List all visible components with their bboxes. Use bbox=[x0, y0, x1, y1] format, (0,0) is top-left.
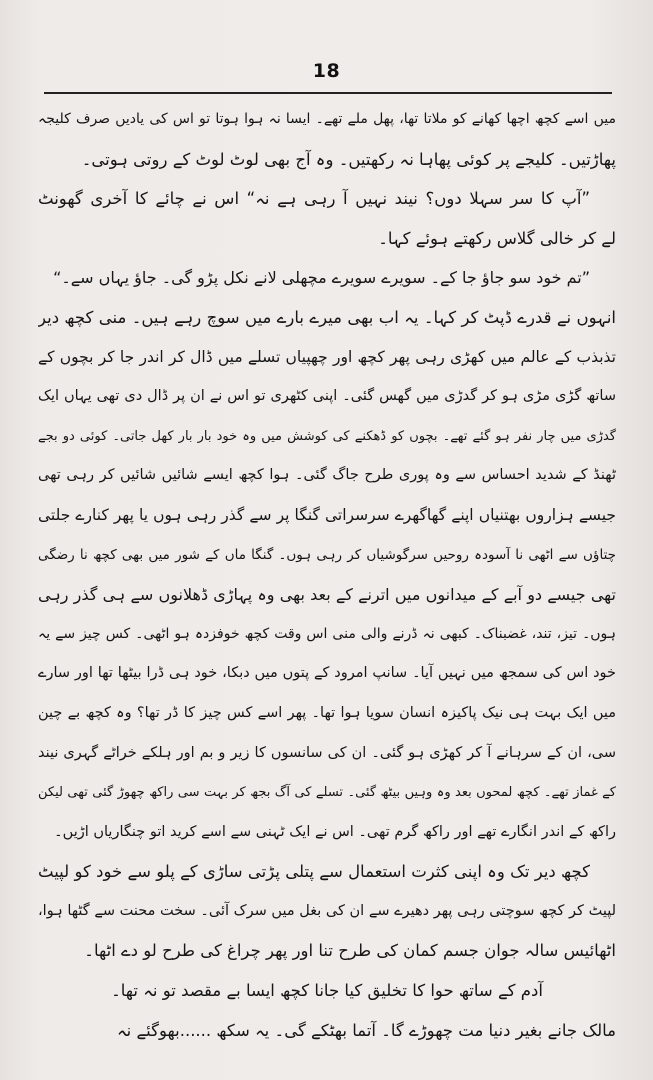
page-number: 18 bbox=[312, 60, 341, 82]
text-line: خود اس کی سمجھ میں نہیں آیا۔ سانپ امرود کے پتوں میں دبکا، خود ہی ڈرا بیٹھا تھا اور سارے bbox=[38, 665, 616, 682]
text-line: چتاؤں سے اٹھی نا آسودہ روحیں سرگوشیاں کر رہی ہوں۔ گنگا ماں کے شور میں بھی کچھ نا رضگی bbox=[38, 546, 616, 563]
text-line: پھاڑتیں۔ کلیجے پر کوئی پھاہا نہ رکھتیں۔ وہ آج بھی لوٹ لوٹ کے روتی ہوتی۔ bbox=[81, 149, 616, 169]
text-line: مالک جانے بغیر دنیا مت چھوڑے گا۔ آتما بھٹکے گی۔ یہ سکھ ......بھوگئے نہ bbox=[116, 1020, 616, 1040]
text-line: لے کر خالی گلاس رکھتے ہوئے کہا۔ bbox=[378, 228, 616, 248]
text-line: کے غماز تھے۔ کچھ لمحوں بعد وہ وہیں بیٹھ گئی۔ تسلے کی آگ بجھ کر بہت سی راکھ چھوڑ گئی تھی لیکن bbox=[38, 785, 616, 801]
text-line: ساتھ گڑی مڑی ہو کر گدڑی میں گھس گئی۔ اپنی کٹھری تو اس نے ان پر ڈال دی تھی یہاں ایک bbox=[38, 388, 616, 405]
text-line: جیسے ہزاروں بھتنیاں اپنے گھاگھرے سرسراتی گنگا پر سے گذر رہی ہوں یا پھر کنارے جلتی bbox=[38, 505, 616, 524]
body-text bbox=[38, 100, 616, 1050]
text-line: گدڑی میں چار نفر ہو گئے تھے۔ بچوں کو ڈھکنے کی کوشش میں وہ خود بار بار کھل جاتی۔ کوئی دو بجے bbox=[38, 428, 616, 444]
text-line: ہوں۔ تیز، تند، غضبناک۔ کبھی نہ ڈرنے والی منی اس وقت کچھ خوفزدہ ہو اٹھی۔ کس چیز سے یہ bbox=[38, 625, 616, 642]
text-line: کچھ دیر تک وہ اپنی کثرت استعمال سے پتلی پڑتی ساڑی کے پلو سے خود کو لپیٹ bbox=[38, 862, 590, 882]
text-line: اٹھائیس سالہ جوان جسم کمان کی طرح تنا اور پھر چراغ کی طرح لو دے اٹھا۔ bbox=[84, 941, 616, 961]
text-line: میں اسے کچھ اچھا کھانے کو ملاتا تھا، پھل ملے تھے۔ ایسا نہ ہوا ہوتا تو اس کی یادیں صرف کلیجہ bbox=[38, 111, 616, 127]
text-line: لپیٹ کر کچھ سوچتی رہی پھر دھیرے سے ان کی بغل میں سرک آئی۔ سخت محنت سے گٹھا ہوا، bbox=[38, 902, 616, 919]
text-line: ٹھنڈ کے شدید احساس سے وہ پوری طرح جاگ گئی۔ ہوا کچھ ایسے شائیں شائیں کر رہی تھی bbox=[38, 467, 616, 484]
text-line: ”تم خود سو جاؤ جا کے۔ سویرے سویرے مچھلی لانے نکل پڑو گی۔ جاؤ یہاں سے۔“ bbox=[53, 268, 590, 288]
text-line: انہوں نے قدرے ڈپٹ کر کہا۔ یہ اب بھی میرے بارے میں سوچ رہے ہیں۔ منی کچھ دیر bbox=[38, 307, 616, 327]
text-line: میں ایک بہت ہی نیک پاکیزہ انسان سویا ہوا تھا۔ پھر اسے کس چیز کا ڈر تھا؟ وہ کچھ بے چین bbox=[38, 704, 616, 721]
text-line: تھی جیسے دو آبے کے میدانوں میں اترنے کے بعد بھی وہ پہاڑی ڈھلانوں سے ہی گذر رہی bbox=[38, 585, 616, 605]
header-rule bbox=[44, 92, 612, 94]
text-line: تذبذب کے عالم میں کھڑی رہی پھر کچھ اور چھپیاں تسلے میں ڈال کر اندر جا کر بچوں کے bbox=[38, 347, 616, 366]
text-line: آدم کے ساتھ حوا کا تخلیق کیا جانا کچھ ایسا بے مقصد تو نہ تھا۔ bbox=[111, 981, 543, 1001]
text-line: ”آپ کا سر سہلا دوں؟ نیند نہیں آ رہی ہے نہ“ اس نے چائے کا آخری گھونٹ bbox=[38, 189, 590, 209]
text-line: سی، ان کے سرہانے آ کر کھڑی ہو گئی۔ ان کی سانسوں کا زیر و بم اور ہلکے خراٹے گہری نیند bbox=[38, 744, 616, 761]
text-line: راکھ کے اندر انگارے تھے اور راکھ گرم تھی۔ اس نے ایک ٹہنی سے اسے کرید اتو چنگاریاں اڑیں۔ bbox=[54, 823, 616, 840]
